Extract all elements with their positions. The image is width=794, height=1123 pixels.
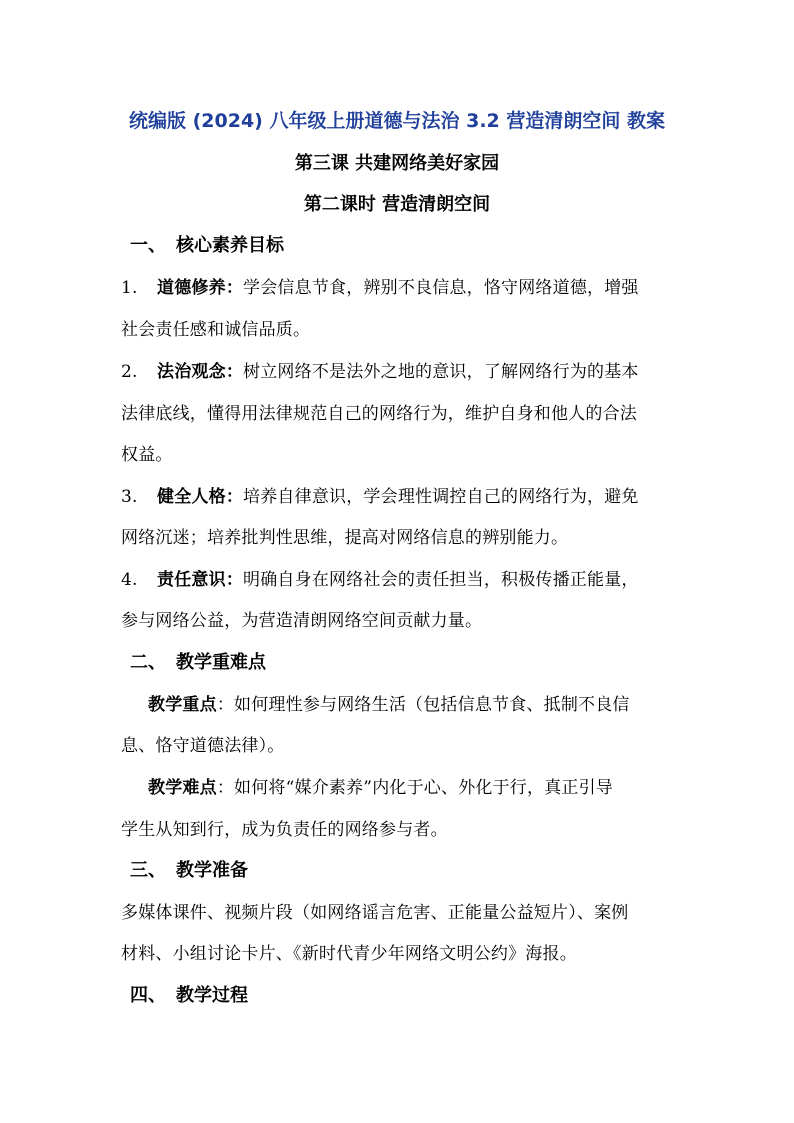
goal-label: 道德修养 bbox=[157, 278, 226, 298]
goal-index: 4. bbox=[121, 570, 138, 590]
goal-item-2-line2: 法律底线，懂得用法律规范自己的网络行为，维护自身和他人的合法 bbox=[121, 404, 637, 424]
goal-separator: ： bbox=[225, 362, 244, 382]
goal-item-2 bbox=[121, 357, 639, 382]
goal-separator: ： bbox=[225, 487, 244, 507]
section-title: 核心素养目标 bbox=[176, 235, 284, 256]
section-number: 二、 bbox=[130, 652, 166, 673]
goal-separator: ： bbox=[225, 570, 244, 590]
section-heading-goals bbox=[130, 231, 284, 257]
preparation-line1: 多媒体课件、视频片段（如网络谣言危害、正能量公益短片）、案例 bbox=[121, 903, 629, 923]
preparation-line2: 材料、小组讨论卡片、《新时代青少年网络文明公约》海报。 bbox=[121, 944, 577, 964]
section-title: 教学重难点 bbox=[176, 652, 266, 673]
goal-item-1-line2: 社会责任感和诚信品质。 bbox=[121, 320, 311, 340]
goal-text: 明确自身在网络社会的责任担当，积极传播正能量， bbox=[243, 570, 639, 590]
goal-item-3 bbox=[121, 482, 639, 507]
key-point bbox=[148, 690, 630, 715]
period-title: 第二课时 营造清朗空间 bbox=[303, 194, 491, 215]
lesson-title: 第三课 共建网络美好家园 bbox=[294, 153, 500, 174]
section-number: 一、 bbox=[130, 235, 166, 256]
section-heading-key-points bbox=[130, 648, 266, 674]
goal-separator: ： bbox=[225, 278, 244, 298]
goal-label: 法治观念 bbox=[157, 362, 226, 382]
key-point-line2: 息、恪守道德法律）。 bbox=[121, 736, 285, 756]
goal-index: 3. bbox=[121, 487, 138, 507]
section-number: 三、 bbox=[130, 860, 166, 881]
key-point-text: 如何理性参与网络生活（包括信息节食、抵制不良信 bbox=[234, 695, 630, 715]
goal-item-4-line2: 参与网络公益，为营造清朗网络空间贡献力量。 bbox=[121, 611, 483, 631]
goal-text: 学会信息节食，辨别不良信息，恪守网络道德，增强 bbox=[243, 278, 639, 298]
goal-item-1 bbox=[121, 273, 639, 298]
key-point-separator: ： bbox=[216, 695, 235, 715]
difficult-point bbox=[148, 773, 613, 798]
goal-item-2-line3: 权益。 bbox=[121, 445, 173, 465]
section-title: 教学过程 bbox=[176, 985, 248, 1006]
goal-index: 2. bbox=[121, 362, 138, 382]
section-number: 四、 bbox=[130, 985, 166, 1006]
goal-index: 1. bbox=[121, 278, 138, 298]
difficult-point-separator: ： bbox=[216, 778, 235, 798]
section-heading-preparation bbox=[130, 856, 248, 882]
difficult-point-text: 如何将“媒介素养”内化于心、外化于行，真正引导 bbox=[234, 778, 613, 798]
section-heading-process bbox=[130, 981, 248, 1007]
goal-text: 培养自律意识，学会理性调控自己的网络行为，避免 bbox=[243, 487, 639, 507]
goal-label: 责任意识 bbox=[157, 570, 226, 590]
goal-text: 树立网络不是法外之地的意识，了解网络行为的基本 bbox=[243, 362, 639, 382]
difficult-point-line2: 学生从知到行，成为负责任的网络参与者。 bbox=[121, 820, 448, 840]
goal-item-3-line2: 网络沉迷；培养批判性思维，提高对网络信息的辨别能力。 bbox=[121, 528, 569, 548]
document-title: 统编版 (2024) 八年级上册道德与法治 3.2 营造清朗空间 教案 bbox=[129, 110, 665, 132]
key-point-label: 教学重点 bbox=[148, 695, 217, 715]
section-title: 教学准备 bbox=[176, 860, 248, 881]
goal-label: 健全人格 bbox=[157, 487, 226, 507]
goal-item-4 bbox=[121, 565, 639, 590]
difficult-point-label: 教学难点 bbox=[148, 778, 217, 798]
